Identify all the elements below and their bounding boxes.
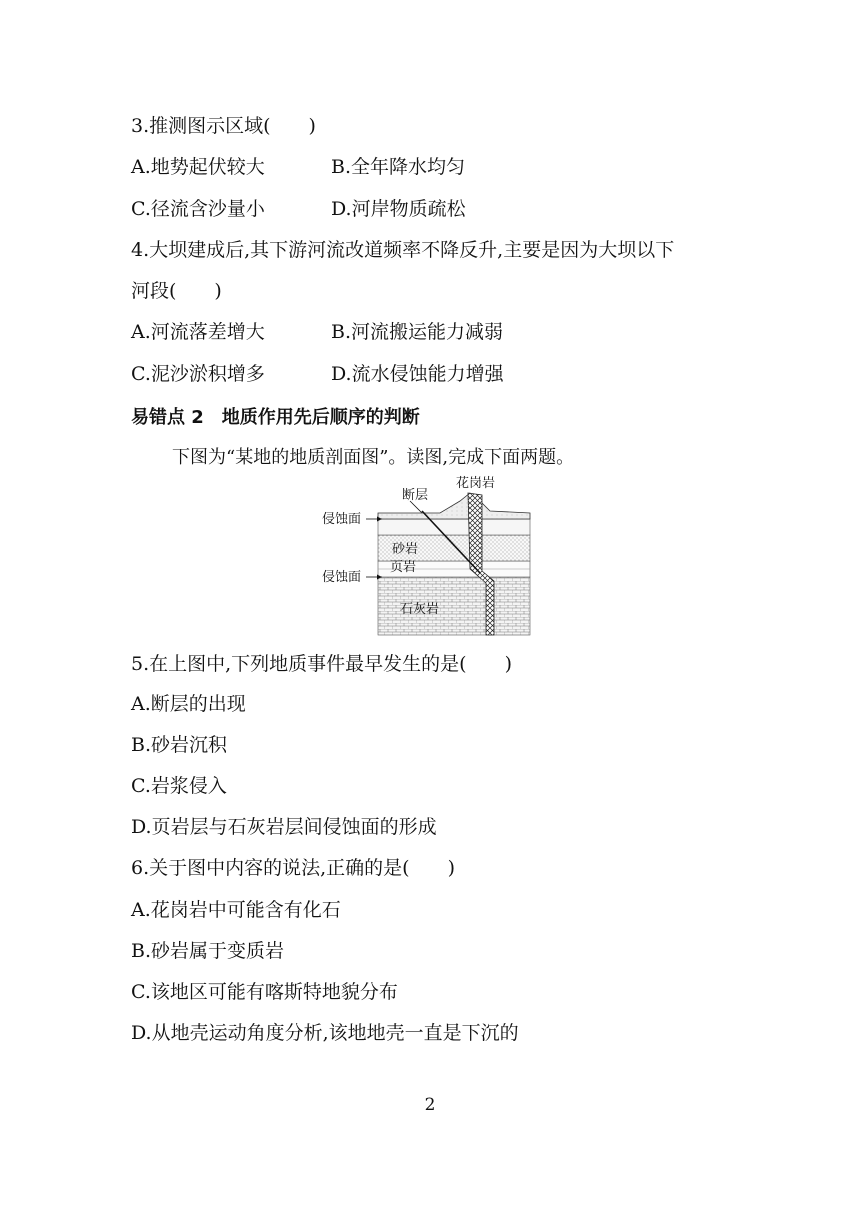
question-5-option-d: D.页岩层与石灰岩层间侵蚀面的形成 <box>131 816 437 838</box>
surface-hill <box>378 493 530 519</box>
upper-layer <box>378 519 530 535</box>
figure-intro: 下图为“某地的地质剖面图”。读图,完成下面两题。 <box>172 447 575 468</box>
geologic-cross-section-figure <box>320 473 540 638</box>
erosion-surface-label-2: 侵蚀面 <box>322 570 362 585</box>
question-3-option-b: B.全年降水均匀 <box>331 156 466 178</box>
question-6-option-d: D.从地壳运动角度分析,该地地壳一直是下沉的 <box>131 1022 519 1044</box>
question-5-stem: 5.在上图中,下列地质事件最早发生的是( ) <box>131 653 512 675</box>
question-4-option-d: D.流水侵蚀能力增强 <box>331 363 504 385</box>
question-4-option-c: C.泥沙淤积增多 <box>131 363 265 385</box>
question-3-option-c: C.径流含沙量小 <box>131 198 265 220</box>
question-4-stem-line-2: 河段( ) <box>131 280 222 302</box>
fault-label: 断层 <box>402 488 429 503</box>
shale-label: 页岩 <box>390 560 417 575</box>
question-4-option-a: A.河流落差增大 <box>131 321 265 343</box>
granite-label: 花岗岩 <box>456 476 496 491</box>
question-3-stem: 3.推测图示区域( ) <box>131 115 316 137</box>
question-4-stem-line-1: 4.大坝建成后,其下游河流改道频率不降反升,主要是因为大坝以下 <box>131 239 675 261</box>
question-5-option-b: B.砂岩沉积 <box>131 734 228 756</box>
question-5-option-c: C.岩浆侵入 <box>131 775 227 797</box>
sandstone-label: 砂岩 <box>392 542 419 557</box>
erosion-surface-label-1: 侵蚀面 <box>322 512 362 527</box>
question-3-option-a: A.地势起伏较大 <box>131 156 265 178</box>
limestone-label: 石灰岩 <box>400 602 440 617</box>
question-6-stem: 6.关于图中内容的说法,正确的是( ) <box>131 857 455 879</box>
question-6-option-a: A.花岗岩中可能含有化石 <box>131 899 341 921</box>
question-6-option-b: B.砂岩属于变质岩 <box>131 940 285 962</box>
page-number: 2 <box>424 1095 436 1115</box>
question-4-option-b: B.河流搬运能力减弱 <box>331 321 504 343</box>
question-6-option-c: C.该地区可能有喀斯特地貌分布 <box>131 981 398 1003</box>
question-3-option-d: D.河岸物质疏松 <box>331 198 466 220</box>
section-title: 易错点 2 地质作用先后顺序的判断 <box>131 407 420 428</box>
question-5-option-a: A.断层的出现 <box>131 693 246 715</box>
